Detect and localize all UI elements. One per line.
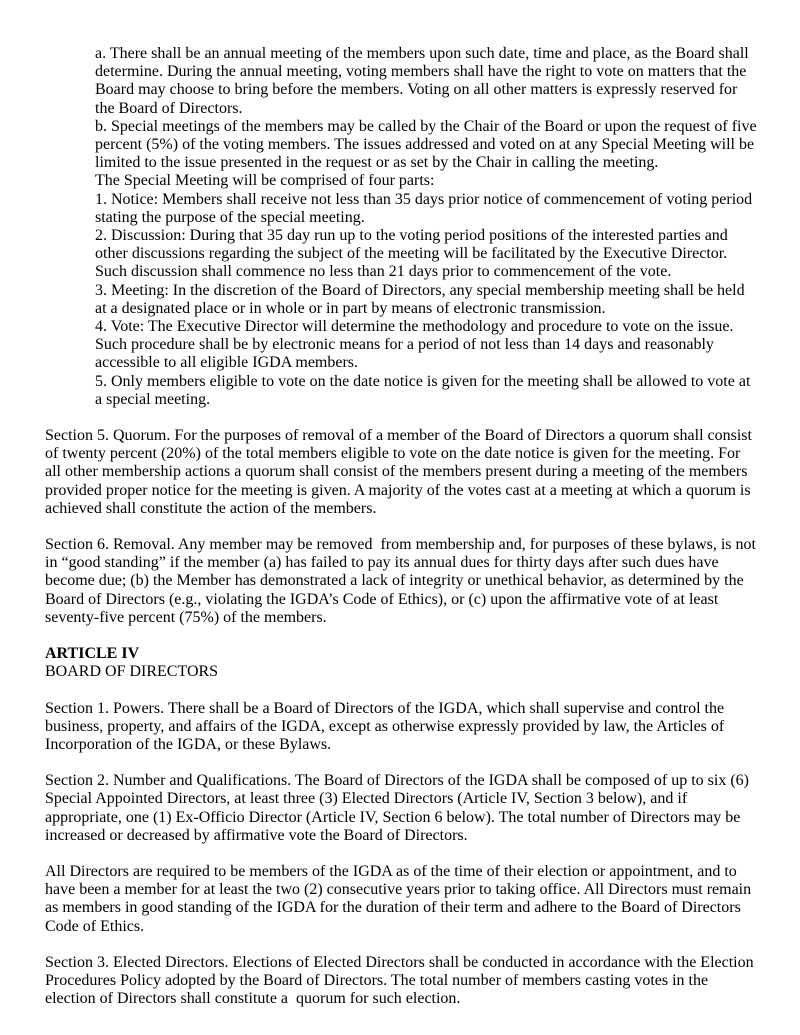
special-meeting-part-5-eligibility: 5. Only members eligible to vote on the date notice is given for the meeting shall be allowed to vote at a special meeting. (95, 372, 755, 408)
section-1-powers-paragraph: Section 1. Powers. There shall be a Board of Directors of the IGDA, which shall supervise and control the business, property, and affairs of the IGDA, except as otherwise expressly provided by law, the Articles of Incorporation of the IGDA, or these Bylaws. (45, 699, 729, 753)
article-iv-title: ARTICLE IV (45, 645, 140, 663)
meeting-item-a: a. There shall be an annual meeting of the members upon such date, time and place, as the Board shall determine. During the annual meeting, voting members shall have the right to vote on matters that the Board may choose to bring before the members. Voting on all other matters is expressly reserved for the Board of Directors. (95, 45, 753, 117)
section-3-elected-directors-paragraph: Section 3. Elected Directors. Elections of Elected Directors shall be conducted in accordance with the Election Procedures Policy adopted by the Board of Directors. The total number of members casting votes in the election of Directors shall constitute a quorum for such election. (45, 953, 758, 1008)
article-iv-heading (45, 645, 758, 681)
special-meeting-part-4-vote: 4. Vote: The Executive Director will determine the methodology and procedure to vote on the issue. Such procedure shall be by electronic means for a period of not less than 14 days and reasonably accessible to all eligible IGDA members. (95, 318, 738, 372)
special-meeting-part-3-meeting: 3. Meeting: In the discretion of the Board of Directors, any special membership meeting shall be held at a designated place or in whole or in part by means of electronic transmission. (95, 281, 749, 317)
section-6-removal-paragraph: Section 6. Removal. Any member may be removed from membership and, for purposes of these bylaws, is not in “good standing” if the member (a) has failed to pay its annual dues for thirty days after such dues have become due; (b) the Member has demonstrated a lack of integrity or unethical behavior, as determined by the Board of Directors (e.g., violating the IGDA’s Code of Ethics), or (c) upon the affirmative vote of at least seventy-five percent (75%) of the members. (45, 536, 760, 626)
article-iv-subtitle: BOARD OF DIRECTORS (45, 663, 219, 681)
special-meeting-intro: The Special Meeting will be comprised of four parts: (95, 172, 435, 190)
section-2-number-qualifications-paragraph: Section 2. Number and Qualifications. The Board of Directors of the IGDA shall be composed of up to six (6) Special Appointed Directors, at least three (3) Elected Directors (Article IV, Section 3 below), and if appropriate, one (1) Ex-Officio Director (Article IV, Section 6 below). The total number of Directors may be increased or decreased by affirmative vote the Board of Directors. (45, 772, 753, 844)
special-meeting-part-1-notice: 1. Notice: Members shall receive not less than 35 days prior notice of commencement of voting period stating the purpose of the special meeting. (95, 190, 757, 226)
meeting-item-b: b. Special meetings of the members may be called by the Chair of the Board or upon the request of five percent (5%) of the voting members. The issues addressed and voted on at any Special Meeting will be limited to the issue presented in the request or as set by the Chair in calling the meeting. (95, 117, 761, 172)
section-5-quorum-paragraph: Section 5. Quorum. For the purposes of removal of a member of the Board of Directors a quorum shall consist of twenty percent (20%) of the total members eligible to vote on the date notice is given for the meeting. For all other membership actions a quorum shall consist of the members present during a meeting of the members provided proper notice for the meeting is given. A majority of the votes cast at a meeting at which a quorum is achieved shall constitute the action of the members. (45, 427, 756, 517)
directors-membership-requirements-paragraph: All Directors are required to be members of the IGDA as of the time of their election or appointment, and to have been a member for at least the two (2) consecutive years prior to taking office. All Directors must remain as members in good standing of the IGDA for the duration of their term and adhere to the Board of Directors Code of Ethics. (45, 862, 756, 935)
meeting-provisions-list (95, 45, 761, 409)
special-meeting-part-2-discussion: 2. Discussion: During that 35 day run up to the voting period positions of the interested parties and other discussions regarding the subject of the meeting will be facilitated by the Executive Director. Such discussion shall commence no less than 21 days prior to commencement of the vote. (95, 227, 732, 281)
